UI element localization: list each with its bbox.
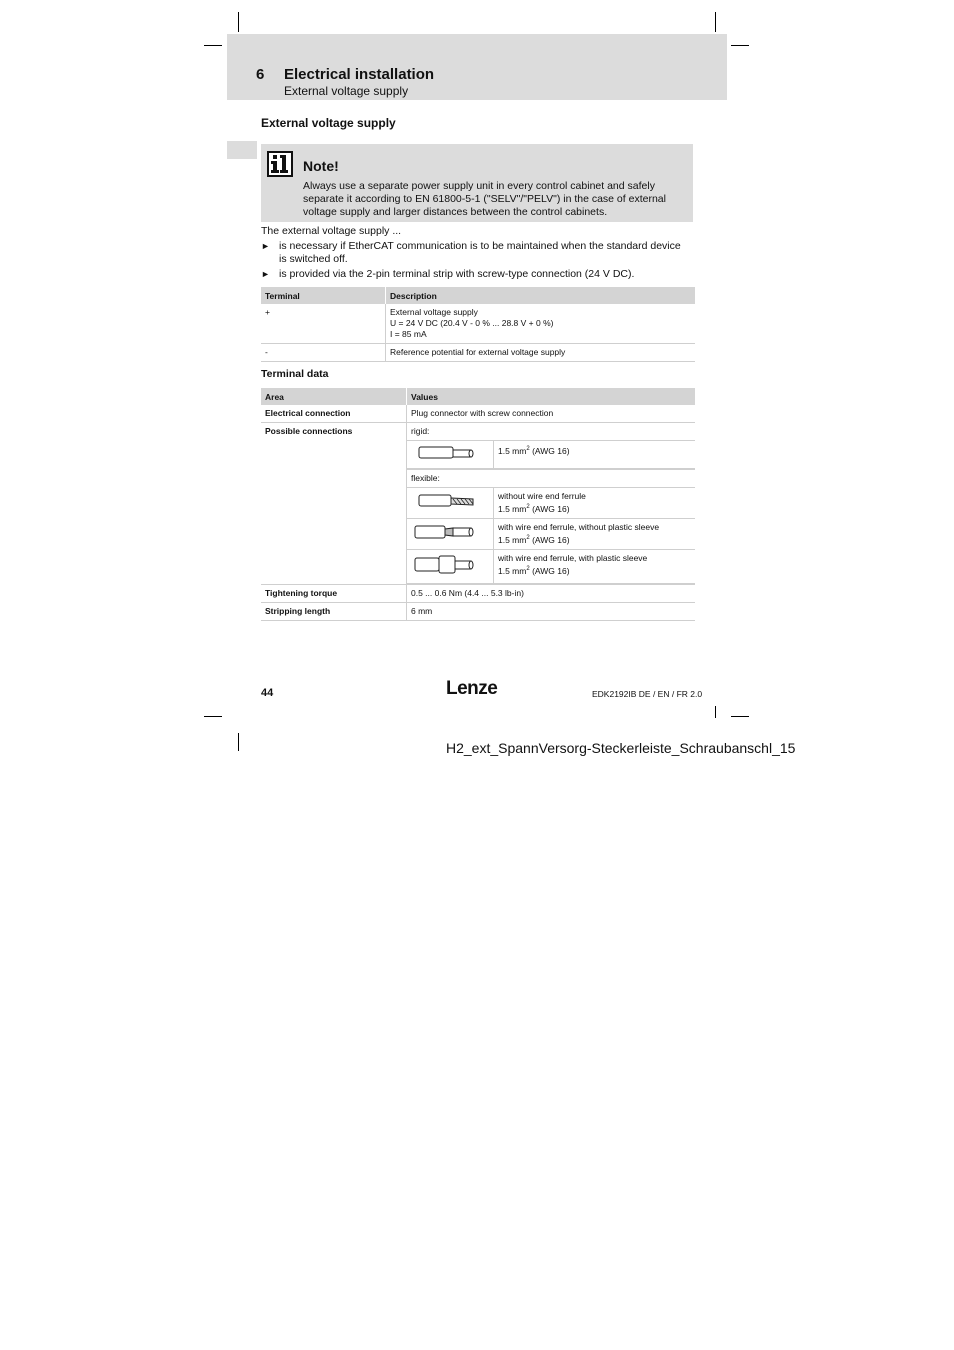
chapter-title: Electrical installation <box>284 66 435 83</box>
chapter-number: 6 <box>256 66 265 83</box>
wire-awg: (AWG 16) <box>532 534 570 545</box>
lenze-logo: Lenze <box>446 678 498 699</box>
value-cell: 6 mm <box>407 603 696 621</box>
bullet-text: is provided via the 2-pin terminal strip with screw-type connection (24 V DC). <box>279 268 635 280</box>
wire-awg: (AWG 16) <box>532 565 570 576</box>
bullet-item <box>261 240 681 266</box>
terminal-cell: - <box>261 344 386 362</box>
description-line: I = 85 mA <box>390 329 427 339</box>
wire-desc: with wire end ferrule, with plastic sleeve <box>498 553 648 563</box>
sleeve-ferrule-wire-icon <box>407 550 494 584</box>
rigid-label: rigid: <box>411 426 430 436</box>
flexible-table <box>407 487 695 584</box>
wire-desc: with wire end ferrule, without plastic sleeve <box>498 522 660 532</box>
note-title: Note! <box>303 158 339 174</box>
table-row <box>261 585 695 603</box>
intro-text: The external voltage supply ... <box>261 225 402 237</box>
value-cell: 0.5 ... 0.6 Nm (4.4 ... 5.3 lb-in) <box>407 585 696 603</box>
column-header: Description <box>386 287 696 304</box>
terminal-cell: + <box>261 304 386 344</box>
crop-mark <box>238 733 239 751</box>
rigid-spec: 1.5 $mm^2$ (AWG 16) <box>494 441 696 469</box>
wire-awg: (AWG 16) <box>532 445 570 456</box>
column-header: Area <box>261 388 407 405</box>
info-icon <box>267 151 293 177</box>
bullet-arrow-icon: ► <box>261 269 270 279</box>
wire-awg: (AWG 16) <box>532 503 570 514</box>
document-id: EDK2192IB DE / EN / FR 2.0 <box>592 689 703 699</box>
crop-mark <box>204 716 222 717</box>
terminal-table <box>261 287 695 362</box>
section-title: External voltage supply <box>261 116 396 130</box>
description-line: U = 24 V DC (20.4 V - 0 % ... 28.8 V + 0 %) <box>390 318 554 328</box>
column-header: Terminal <box>261 287 386 304</box>
crop-mark <box>731 716 749 717</box>
rigid-table <box>407 440 695 469</box>
wire-desc: without wire end ferrule <box>498 491 586 501</box>
bullet-item <box>261 268 681 281</box>
bullet-arrow-icon: ► <box>261 241 270 251</box>
ferrule-spec: with wire end ferrule, without plastic sleeve 1.5 $mm^2$ (AWG 16) <box>494 519 696 550</box>
table-row <box>261 405 695 423</box>
table-row <box>261 603 695 621</box>
table-row <box>261 304 695 344</box>
table-row <box>261 423 695 585</box>
description-cell <box>386 304 696 344</box>
area-cell: Tightening torque <box>261 585 407 603</box>
table-row <box>261 344 695 362</box>
ferrule-wire-icon <box>407 519 494 550</box>
wire-size: 1.5 mm <box>498 534 527 545</box>
value-cell: Plug connector with screw connection <box>407 405 696 423</box>
rigid-wire-icon <box>407 441 494 469</box>
crop-mark <box>731 45 749 46</box>
flexible-wire-icon <box>407 488 494 519</box>
area-cell: Stripping length <box>261 603 407 621</box>
wire-size: 1.5 mm <box>498 503 527 514</box>
side-tab <box>227 141 257 159</box>
flexible-spec: without wire end ferrule 1.5 $mm^2$ (AWG 16) <box>494 488 696 519</box>
area-cell: Electrical connection <box>261 405 407 423</box>
description-cell: Reference potential for external voltage supply <box>386 344 696 362</box>
value-cell <box>407 423 696 585</box>
flexible-label: flexible: <box>407 469 695 487</box>
column-header: Values <box>407 388 696 405</box>
file-label: H2_ext_SpannVersorg-Steckerleiste_Schraubanschl_15 <box>446 740 796 756</box>
page-number: 44 <box>261 687 274 699</box>
bullet-text: is necessary if EtherCAT communication is to be maintained when the standard device is switched off. <box>279 240 681 265</box>
description-line: External voltage supply <box>390 307 478 317</box>
chapter-subtitle: External voltage supply <box>284 84 409 98</box>
crop-mark <box>715 706 716 718</box>
crop-mark <box>715 12 716 32</box>
wire-size: 1.5 mm <box>498 565 527 576</box>
terminal-data-title: Terminal data <box>261 368 329 380</box>
area-cell: Possible connections <box>261 423 407 585</box>
sleeve-ferrule-spec: with wire end ferrule, with plastic sleeve 1.5 $mm^2$ (AWG 16) <box>494 550 696 584</box>
crop-mark <box>238 12 239 32</box>
note-text: Always use a separate power supply unit in every control cabinet and safely separate it according to EN 61800-5-1 ("SELV"/"PELV") in the case of external voltage supply and larger distances between the control cabinets. <box>303 180 666 218</box>
wire-size: 1.5 mm <box>498 445 527 456</box>
terminal-data-table <box>261 388 695 621</box>
crop-mark <box>204 45 222 46</box>
